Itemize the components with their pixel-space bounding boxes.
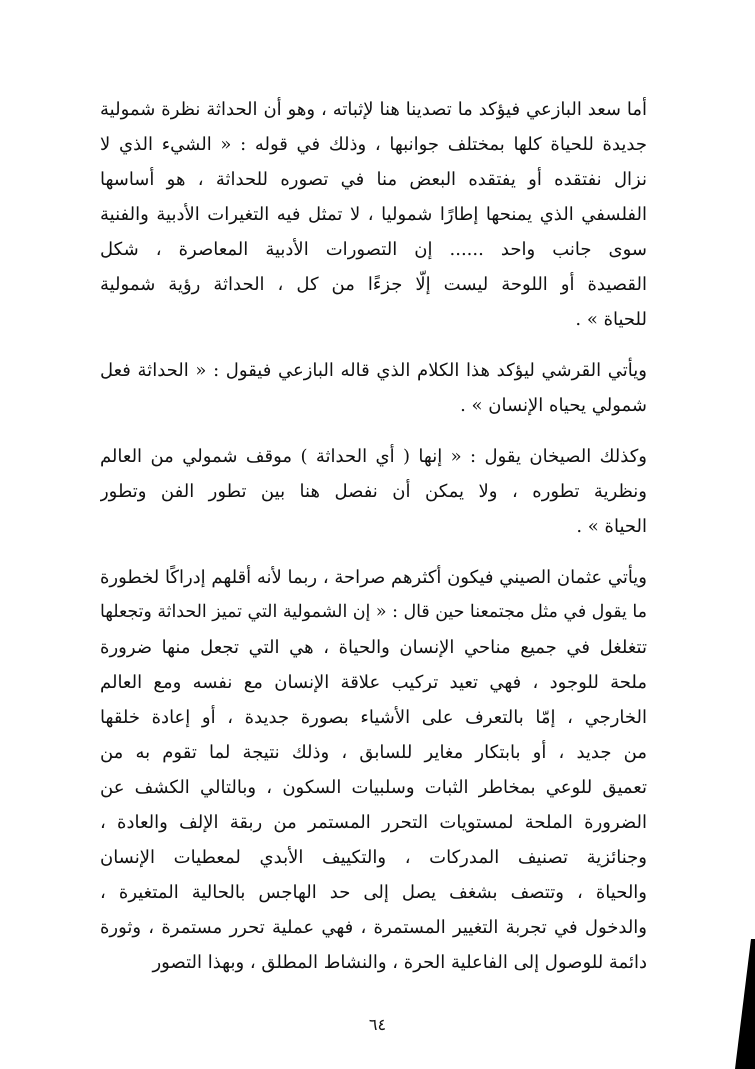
text-line: الحياة » . (576, 516, 647, 537)
paragraph (100, 353, 647, 423)
text-line: ملحة للوجود ، فهي تعيد تركيب علاقة الإنسان مع نفسه ومع العالم (100, 672, 647, 693)
text-line: ويأتي القرشي ليؤكد هذا الكلام الذي قاله البازعي فيقول : « الحداثة فعل (100, 360, 647, 381)
paragraph (100, 560, 647, 980)
body-text (100, 92, 647, 996)
paragraph (100, 439, 647, 544)
text-line: ونظرية تطوره ، ولا يمكن أن نفصل هنا بين تطور الفن وتطور (100, 481, 647, 502)
text-line: والحياة ، وتتصف بشغف يصل إلى حد الهاجس بالحالية المتغيرة ، (100, 882, 647, 903)
text-line: الفلسفي الذي يمنحها إطارًا شموليا ، لا تمثل فيه التغيرات الأدبية والفنية (100, 204, 647, 225)
paragraph (100, 92, 647, 337)
text-line: سوى جانب واحد ...... إن التصورات الأدبية المعاصرة ، شكل (100, 239, 647, 260)
text-line: والدخول في تجربة التغيير المستمرة ، فهي عملية تحرر مستمرة ، وثورة (100, 917, 647, 938)
text-line: تعميق للوعي بمخاطر الثبات وسلبيات السكون ، وبالتالي الكشف عن (100, 777, 647, 798)
text-line: للحياة » . (575, 309, 647, 330)
text-line: الضرورة الملحة لمستويات التحرر المستمر من ربقة الإلف والعادة ، (100, 812, 647, 833)
text-line: دائمة للوصول إلى الفاعلية الحرة ، والنشاط المطلق ، وبهذا التصور (152, 952, 647, 973)
page-number: ٦٤ (368, 1015, 387, 1034)
page-edge-shadow (707, 939, 755, 1069)
text-line: أما سعد البازعي فيؤكد ما تصدينا هنا لإثباته ، وهو أن الحداثة نظرة شمولية (100, 99, 647, 120)
text-line: وجنائزية تصنيف المدركات ، والتكييف الأبدي لمعطيات الإنسان (100, 847, 647, 868)
text-line: الخارجي ، إمّا بالتعرف على الأشياء بصورة جديدة ، أو إعادة خلقها (100, 707, 647, 728)
text-line: من جديد ، أو بابتكار مغاير للسابق ، وذلك نتيجة لما تقوم به من (100, 742, 647, 763)
text-line: نزال نفتقده أو يفتقده البعض منا في تصوره للحداثة ، هو أساسها (100, 169, 647, 190)
text-line: ما يقول في مثل مجتمعنا حين قال : « إن الشمولية التي تميز الحداثة وتجعلها (100, 602, 647, 622)
text-line: شمولي يحياه الإنسان » . (460, 395, 647, 416)
text-line: جديدة للحياة كلها بمختلف جوانبها ، وذلك في قوله : « الشيء الذي لا (100, 134, 647, 155)
text-line: القصيدة أو اللوحة ليست إلّا جزءًا من كل ، الحداثة رؤية شمولية (100, 274, 647, 295)
text-line: وكذلك الصيخان يقول : « إنها ( أي الحداثة ) موقف شمولي من العالم (100, 446, 647, 467)
text-line: ويأتي عثمان الصيني فيكون أكثرهم صراحة ، ربما لأنه أقلهم إدراكًا لخطورة (100, 567, 647, 588)
text-line: تتغلغل في جميع مناحي الإنسان والحياة ، هي التي تجعل منها ضرورة (100, 637, 647, 658)
